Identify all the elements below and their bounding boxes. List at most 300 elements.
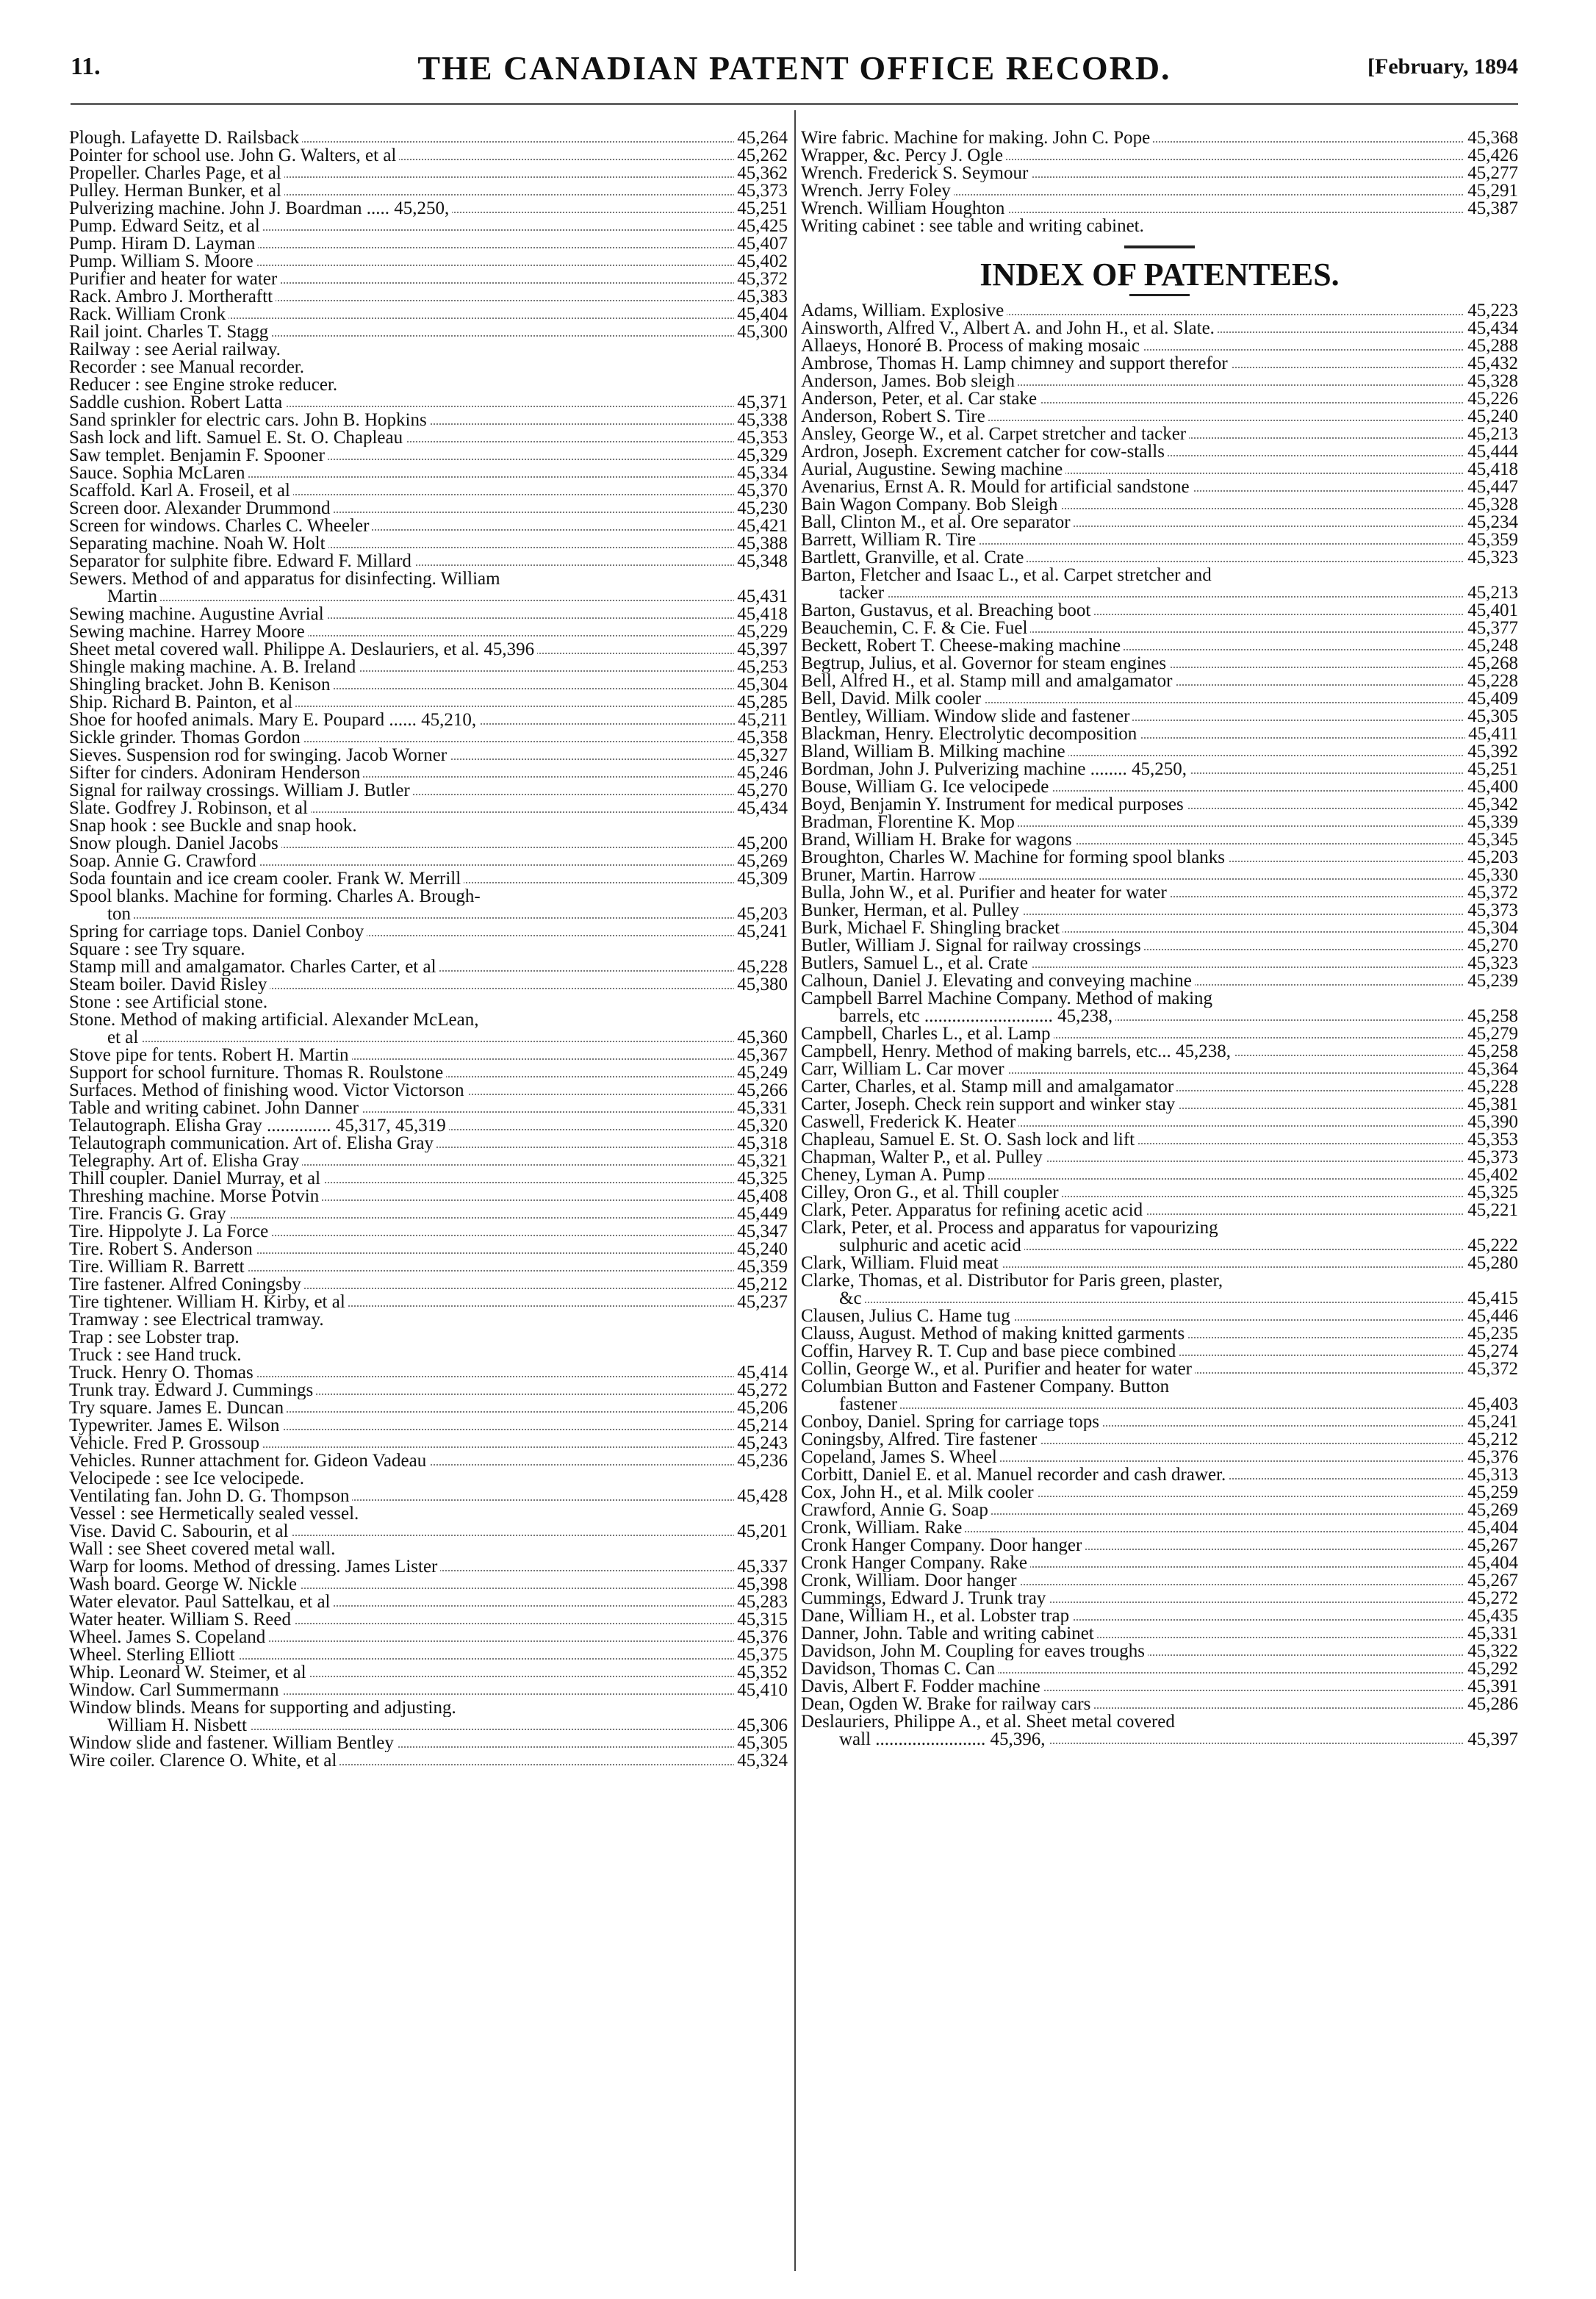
index-entry: [69, 1611, 788, 1629]
patent-number: 45,268: [1464, 655, 1518, 673]
index-entry: [801, 567, 1518, 584]
patent-number: 45,228: [1464, 1078, 1518, 1096]
index-entry: [801, 496, 1518, 514]
patent-number: 45,330: [1464, 867, 1518, 884]
entry-text: Chapleau, Samuel E. St. O. Sash lock and lift: [801, 1131, 1137, 1149]
index-entry: [801, 867, 1518, 884]
entry-text: Cronk Hanger Company. Door hanger: [801, 1537, 1085, 1554]
entry-text: Sash lock and lift. Samuel E. St. O. Chapleau: [69, 429, 406, 447]
index-entry: [69, 1135, 788, 1152]
entry-text: Purifier and heater for water: [69, 270, 280, 288]
index-entry: [69, 1100, 788, 1117]
entry-text: Thill coupler. Daniel Murray, et al: [69, 1170, 323, 1188]
patent-number: 45,371: [734, 394, 788, 412]
patent-number: 45,306: [734, 1717, 788, 1735]
index-entry: [69, 1558, 788, 1576]
patent-number: 45,223: [1464, 302, 1518, 320]
entry-text: Campbell, Henry. Method of making barrels, etc... 45,238,: [801, 1043, 1234, 1061]
index-entry: [801, 426, 1518, 443]
index-entry: [801, 355, 1518, 373]
index-entry: [69, 218, 788, 235]
index-entry: [801, 373, 1518, 390]
entry-text: Sifter for cinders. Adoniram Henderson: [69, 764, 363, 782]
patent-number: 45,234: [1464, 514, 1518, 531]
entry-text: Barrett, William R. Tire: [801, 531, 979, 549]
index-entry: [801, 1660, 1518, 1678]
index-entry: [801, 1166, 1518, 1184]
index-entry: [801, 129, 1518, 147]
index-entry: [69, 711, 788, 729]
index-entry: [69, 923, 788, 941]
entry-text: Vessel : see Hermetically sealed vessel.: [69, 1505, 362, 1523]
index-entry: [69, 253, 788, 270]
entry-text: Pulverizing machine. John J. Boardman ..... 45,250,: [69, 200, 452, 218]
patent-number: 45,404: [734, 306, 788, 323]
index-entry: [69, 729, 788, 747]
entry-text: Window slide and fastener. William Bentley: [69, 1735, 397, 1752]
entry-text: Shingling bracket. John B. Kenison: [69, 676, 334, 694]
patent-number: 45,329: [734, 447, 788, 465]
patent-number: 45,372: [1464, 1360, 1518, 1378]
entry-text: Wrench. William Houghton: [801, 200, 1007, 218]
index-entry: [69, 359, 788, 376]
entry-text: Scaffold. Karl A. Froseil, et al: [69, 482, 293, 500]
patent-number: 45,283: [734, 1593, 788, 1611]
entry-text: Support for school furniture. Thomas R. Roulstone: [69, 1064, 446, 1082]
index-entry: [801, 1554, 1518, 1572]
patent-number: 45,228: [734, 958, 788, 976]
patent-number: 45,272: [734, 1382, 788, 1399]
patent-number: 45,262: [734, 147, 788, 165]
patent-number: 45,253: [734, 659, 788, 676]
patent-number: 45,327: [734, 747, 788, 764]
index-entry: [801, 390, 1518, 408]
index-entry: [801, 1219, 1518, 1237]
index-entry: [69, 1364, 788, 1382]
index-entry: [69, 870, 788, 888]
patent-number: 45,404: [1464, 1554, 1518, 1572]
index-entry: [69, 764, 788, 782]
patent-number: 45,342: [1464, 796, 1518, 814]
patent-number: 45,426: [1464, 147, 1518, 165]
index-entry: [69, 500, 788, 517]
index-entry: [801, 937, 1518, 955]
index-entry: [801, 1590, 1518, 1607]
index-entry: [801, 182, 1518, 200]
index-entry: [801, 1378, 1518, 1396]
index-entry: [801, 408, 1518, 426]
index-entry: [801, 708, 1518, 725]
entry-text: Bordman, John J. Pulverizing machine ........ 45,250,: [801, 761, 1190, 778]
patent-number: 45,304: [734, 676, 788, 694]
patent-number: 45,431: [734, 588, 788, 606]
index-entry: [801, 1360, 1518, 1378]
patent-number: 45,328: [1464, 373, 1518, 390]
entry-text: Table and writing cabinet. John Danner: [69, 1100, 362, 1117]
index-entry: [69, 1311, 788, 1329]
entry-text: Ball, Clinton M., et al. Ore separator: [801, 514, 1074, 531]
entry-text: Snap hook : see Buckle and snap hook.: [69, 817, 360, 835]
patent-number: 45,376: [734, 1629, 788, 1646]
index-entry: [801, 514, 1518, 531]
index-entry: [69, 1029, 788, 1047]
index-entry: [69, 676, 788, 694]
index-entry: [69, 517, 788, 535]
entry-text: Cox, John H., et al. Milk cooler: [801, 1484, 1037, 1502]
index-entry: [69, 905, 788, 923]
patent-number: 45,206: [734, 1399, 788, 1417]
index-entry: [69, 958, 788, 976]
entry-text: Tire tightener. William H. Kirby, et al: [69, 1294, 348, 1311]
entry-text: Copeland, James S. Wheel: [801, 1449, 1000, 1466]
entry-text: Tire fastener. Alfred Coningsby: [69, 1276, 304, 1294]
entry-text: Screen for windows. Charles C. Wheeler: [69, 517, 372, 535]
entry-text: Truck : see Hand truck.: [69, 1346, 244, 1364]
patent-number: 45,375: [734, 1646, 788, 1664]
index-entry: [69, 888, 788, 905]
entry-text: et al: [69, 1029, 141, 1047]
index-entry: [801, 1696, 1518, 1713]
patent-number: 45,444: [1464, 443, 1518, 461]
index-entry: [801, 1396, 1518, 1413]
entry-text: Soap. Annie G. Crawford: [69, 853, 259, 870]
patent-number: 45,249: [734, 1064, 788, 1082]
index-entry: [801, 1113, 1518, 1131]
entry-text: Slate. Godfrey J. Robinson, et al: [69, 800, 311, 817]
index-entry: [801, 1484, 1518, 1502]
index-entry: [69, 1664, 788, 1682]
index-entry: [69, 1329, 788, 1346]
entry-text: sulphuric and acetic acid: [801, 1237, 1024, 1255]
patent-number: 45,212: [734, 1276, 788, 1294]
patent-number: 45,411: [1465, 725, 1518, 743]
index-entry: [69, 1241, 788, 1258]
index-entry: [69, 853, 788, 870]
patent-number: 45,383: [734, 288, 788, 306]
entry-text: Writing cabinet : see table and writing cabinet.: [801, 218, 1147, 235]
index-entry: [69, 976, 788, 994]
patent-number: 45,226: [1464, 390, 1518, 408]
patent-number: 45,269: [1464, 1502, 1518, 1519]
index-entry: [69, 200, 788, 218]
patent-number: 45,286: [1464, 1696, 1518, 1713]
entry-text: Clark, Peter, et al. Process and apparatus for vapourizing: [801, 1219, 1221, 1237]
entry-text: Window. Carl Summermann: [69, 1682, 282, 1699]
patent-number: 45,229: [734, 623, 788, 641]
patent-number: 45,377: [1464, 620, 1518, 637]
entry-text: Recorder : see Manual recorder.: [69, 359, 307, 376]
index-entry: [801, 1343, 1518, 1360]
patent-number: 45,428: [734, 1488, 788, 1505]
index-entry: [801, 620, 1518, 637]
entry-text: Wrapper, &c. Percy J. Ogle: [801, 147, 1006, 165]
entry-text: Rail joint. Charles T. Stagg: [69, 323, 271, 341]
patent-number: 45,409: [1464, 690, 1518, 708]
index-entry: [801, 302, 1518, 320]
index-entry: [69, 394, 788, 412]
patent-number: 45,235: [1464, 1325, 1518, 1343]
entry-text: Barton, Gustavus, et al. Breaching boot: [801, 602, 1093, 620]
index-entry: [801, 443, 1518, 461]
entry-text: Beckett, Robert T. Cheese-making machine: [801, 637, 1124, 655]
patent-number: 45,353: [734, 429, 788, 447]
patent-number: 45,213: [1464, 584, 1518, 602]
index-entry: [69, 288, 788, 306]
patent-number: 45,237: [734, 1294, 788, 1311]
index-entry: [801, 972, 1518, 990]
index-entry: [69, 482, 788, 500]
index-entry: [801, 1008, 1518, 1025]
patent-number: 45,315: [734, 1611, 788, 1629]
patent-number: 45,277: [1464, 165, 1518, 182]
patent-number: 45,359: [734, 1258, 788, 1276]
entry-text: Typewriter. James E. Wilson: [69, 1417, 282, 1435]
entry-text: Wire fabric. Machine for making. John C. Pope: [801, 129, 1153, 147]
index-entry: [69, 817, 788, 835]
patent-number: 45,387: [1464, 200, 1518, 218]
index-entry: [69, 994, 788, 1011]
entry-text: Barton, Fletcher and Isaac L., et al. Carpet stretcher and: [801, 567, 1215, 584]
patent-number: 45,323: [1464, 549, 1518, 567]
index-entry: [801, 1643, 1518, 1660]
index-entry: [69, 1399, 788, 1417]
entry-text: Tire. Hippolyte J. La Force: [69, 1223, 271, 1241]
index-entry: [69, 147, 788, 165]
entry-text: Vehicles. Runner attachment for. Gideon Vadeau: [69, 1452, 429, 1470]
index-entry: [69, 588, 788, 606]
entry-text: Propeller. Charles Page, et al: [69, 165, 284, 182]
subject-index-column-left: [69, 129, 788, 1770]
entry-text: Stone. Method of making artificial. Alexander McLean,: [69, 1011, 481, 1029]
patent-number: 45,266: [734, 1082, 788, 1100]
patent-number: 45,415: [1464, 1290, 1518, 1308]
patent-number: 45,291: [1464, 182, 1518, 200]
index-entry: [801, 1713, 1518, 1731]
patent-number: 45,407: [734, 235, 788, 253]
entry-text: Corbitt, Daniel E. et al. Manuel recorder and cash drawer.: [801, 1466, 1229, 1484]
index-entry: [69, 1294, 788, 1311]
index-entry: [69, 1276, 788, 1294]
index-entry: [801, 1678, 1518, 1696]
index-entry: [801, 778, 1518, 796]
patent-number: 45,288: [1464, 337, 1518, 355]
patent-number: 45,203: [734, 905, 788, 923]
entry-text: Conboy, Daniel. Spring for carriage tops: [801, 1413, 1102, 1431]
entry-text: Velocipede : see Ice velocipede.: [69, 1470, 307, 1488]
entry-text: William H. Nisbett: [69, 1717, 250, 1735]
entry-text: Trap : see Lobster trap.: [69, 1329, 242, 1346]
patent-number: 45,270: [1464, 937, 1518, 955]
entry-text: Stone : see Artificial stone.: [69, 994, 270, 1011]
entry-text: Bouse, William G. Ice velocipede: [801, 778, 1052, 796]
index-entry: [69, 1047, 788, 1064]
patent-number: 45,398: [734, 1576, 788, 1593]
patent-number: 45,388: [734, 535, 788, 553]
index-entry: [801, 831, 1518, 849]
entry-text: Cronk, William. Rake: [801, 1519, 965, 1537]
patent-number: 45,201: [734, 1523, 788, 1541]
entry-text: Stove pipe for tents. Robert H. Martin: [69, 1047, 352, 1064]
index-entry: [801, 1449, 1518, 1466]
index-entry: [801, 1043, 1518, 1061]
patent-number: 45,334: [734, 465, 788, 482]
entry-text: Caswell, Frederick K. Heater: [801, 1113, 1018, 1131]
index-entry: [801, 337, 1518, 355]
entry-text: Telegraphy. Art of. Elisha Gray: [69, 1152, 302, 1170]
index-entry: [69, 835, 788, 853]
index-of-patentees-heading: INDEX OF PATENTEES.: [979, 257, 1340, 293]
patent-number: 45,338: [734, 412, 788, 429]
page-title: THE CANADIAN PATENT OFFICE RECORD.: [417, 49, 1171, 87]
index-entry: [69, 1717, 788, 1735]
entry-text: Danner, John. Table and writing cabinet: [801, 1625, 1097, 1643]
patent-number: 45,305: [1464, 708, 1518, 725]
entry-text: Shingle making machine. A. B. Ireland: [69, 659, 359, 676]
index-entry: [801, 1519, 1518, 1537]
patent-number: 45,360: [734, 1029, 788, 1047]
index-entry: [69, 1382, 788, 1399]
index-entry: [801, 478, 1518, 496]
patent-number: 45,259: [1464, 1484, 1518, 1502]
patent-number: 45,305: [734, 1735, 788, 1752]
patent-number: 45,392: [1464, 743, 1518, 761]
entry-text: Sand sprinkler for electric cars. John B. Hopkins: [69, 412, 430, 429]
index-entry: [69, 1593, 788, 1611]
index-entry: [69, 376, 788, 394]
patent-number: 45,221: [1464, 1202, 1518, 1219]
index-entry: [69, 1576, 788, 1593]
entry-text: Plough. Lafayette D. Railsback: [69, 129, 302, 147]
patent-number: 45,347: [734, 1223, 788, 1241]
patent-number: 45,345: [1464, 831, 1518, 849]
index-entry: [69, 535, 788, 553]
index-entry: [69, 1682, 788, 1699]
patent-number: 45,318: [734, 1135, 788, 1152]
entry-text: &c: [801, 1290, 865, 1308]
patent-number: 45,447: [1464, 478, 1518, 496]
entry-text: Bradman, Florentine K. Mop: [801, 814, 1018, 831]
entry-text: Beauchemin, C. F. & Cie. Fuel: [801, 620, 1030, 637]
entry-text: Clausen, Julius C. Hame tug: [801, 1308, 1013, 1325]
index-entry: [69, 447, 788, 465]
index-entry: [69, 465, 788, 482]
index-entry: [801, 320, 1518, 337]
entry-text: Avenarius, Ernst A. R. Mould for artificial sandstone: [801, 478, 1193, 496]
entry-text: Signal for railway crossings. William J. Butler: [69, 782, 413, 800]
patent-number: 45,241: [1464, 1413, 1518, 1431]
index-entry: [69, 1223, 788, 1241]
patent-number: 45,272: [1464, 1590, 1518, 1607]
index-entry: [69, 1082, 788, 1100]
patent-number: 45,403: [1464, 1396, 1518, 1413]
entry-text: Pump. Hiram D. Layman: [69, 235, 258, 253]
index-entry: [801, 549, 1518, 567]
patent-number: 45,222: [1464, 1237, 1518, 1255]
index-entry: [69, 1699, 788, 1717]
index-entry: [69, 1470, 788, 1488]
index-entry: [801, 814, 1518, 831]
index-entry: [69, 553, 788, 570]
entry-text: Separator for sulphite fibre. Edward F. Millard: [69, 553, 414, 570]
patent-number: 45,324: [734, 1752, 788, 1770]
entry-text: Rack. Ambro J. Mortheraftt: [69, 288, 276, 306]
entry-text: Bell, Alfred H., et al. Stamp mill and amalgamator: [801, 673, 1175, 690]
patent-number: 45,434: [1464, 320, 1518, 337]
entry-text: Ambrose, Thomas H. Lamp chimney and support therefor: [801, 355, 1231, 373]
index-entry: [801, 218, 1518, 235]
patent-number: 45,368: [1464, 129, 1518, 147]
index-entry: [801, 655, 1518, 673]
index-entry: [69, 1258, 788, 1276]
index-entry: [801, 1466, 1518, 1484]
entry-text: Tire. William R. Barrett: [69, 1258, 248, 1276]
patent-number: 45,239: [1464, 972, 1518, 990]
patent-number: 45,200: [734, 835, 788, 853]
patent-number: 45,401: [1464, 602, 1518, 620]
index-entry: [801, 1149, 1518, 1166]
index-entry: [801, 1502, 1518, 1519]
index-entry: [69, 182, 788, 200]
entry-text: Bruner, Martin. Harrow: [801, 867, 979, 884]
index-entry: [801, 1131, 1518, 1149]
index-entry: [801, 461, 1518, 478]
index-entry: [801, 1731, 1518, 1749]
patent-number: 45,373: [734, 182, 788, 200]
patent-number: 45,435: [1464, 1607, 1518, 1625]
index-entry: [801, 1290, 1518, 1308]
index-entry: [69, 1064, 788, 1082]
entry-text: Sauce. Sophia McLaren: [69, 465, 248, 482]
index-entry: [69, 570, 788, 588]
index-entry: [69, 1117, 788, 1135]
index-entry: [69, 235, 788, 253]
entry-text: Davis, Albert F. Fodder machine: [801, 1678, 1043, 1696]
patent-number: 45,434: [734, 800, 788, 817]
entry-text: Snow plough. Daniel Jacobs: [69, 835, 281, 853]
entry-text: Clarke, Thomas, et al. Distributor for Paris green, plaster,: [801, 1272, 1226, 1290]
index-entry: [69, 606, 788, 623]
index-entry: [69, 1646, 788, 1664]
subject-index-continuation: [801, 129, 1518, 235]
patent-number: 45,325: [734, 1170, 788, 1188]
patent-number: 45,449: [734, 1205, 788, 1223]
patent-number: 45,331: [734, 1100, 788, 1117]
patent-number: 45,410: [734, 1682, 788, 1699]
index-entry: [801, 919, 1518, 937]
index-entry: [801, 884, 1518, 902]
entry-text: Campbell Barrel Machine Company. Method of making: [801, 990, 1215, 1008]
patent-number: 45,408: [734, 1188, 788, 1205]
entry-text: Bartlett, Granville, et al. Crate: [801, 549, 1027, 567]
index-entry: [69, 641, 788, 659]
patent-number: 45,414: [734, 1364, 788, 1382]
entry-text: Coningsby, Alfred. Tire fastener: [801, 1431, 1040, 1449]
entry-text: Threshing machine. Morse Potvin: [69, 1188, 322, 1205]
entry-text: Begtrup, Julius, et al. Governor for steam engines: [801, 655, 1169, 673]
entry-text: Pump. William S. Moore: [69, 253, 256, 270]
entry-text: Surfaces. Method of finishing wood. Victor Victorson: [69, 1082, 467, 1100]
entry-text: Sewing machine. Harrey Moore: [69, 623, 308, 641]
entry-text: Steam boiler. David Risley: [69, 976, 270, 994]
entry-text: fastener: [801, 1396, 900, 1413]
entry-text: Sieves. Suspension rod for swinging. Jacob Worner: [69, 747, 450, 764]
entry-text: Warp for looms. Method of dressing. James Lister: [69, 1558, 440, 1576]
index-entry: [801, 637, 1518, 655]
entry-text: Wrench. Frederick S. Seymour: [801, 165, 1031, 182]
entry-text: Separating machine. Noah W. Holt: [69, 535, 328, 553]
entry-text: Clauss, August. Method of making knitted garments: [801, 1325, 1187, 1343]
entry-text: Telautograph communication. Art of. Elisha Gray: [69, 1135, 436, 1152]
